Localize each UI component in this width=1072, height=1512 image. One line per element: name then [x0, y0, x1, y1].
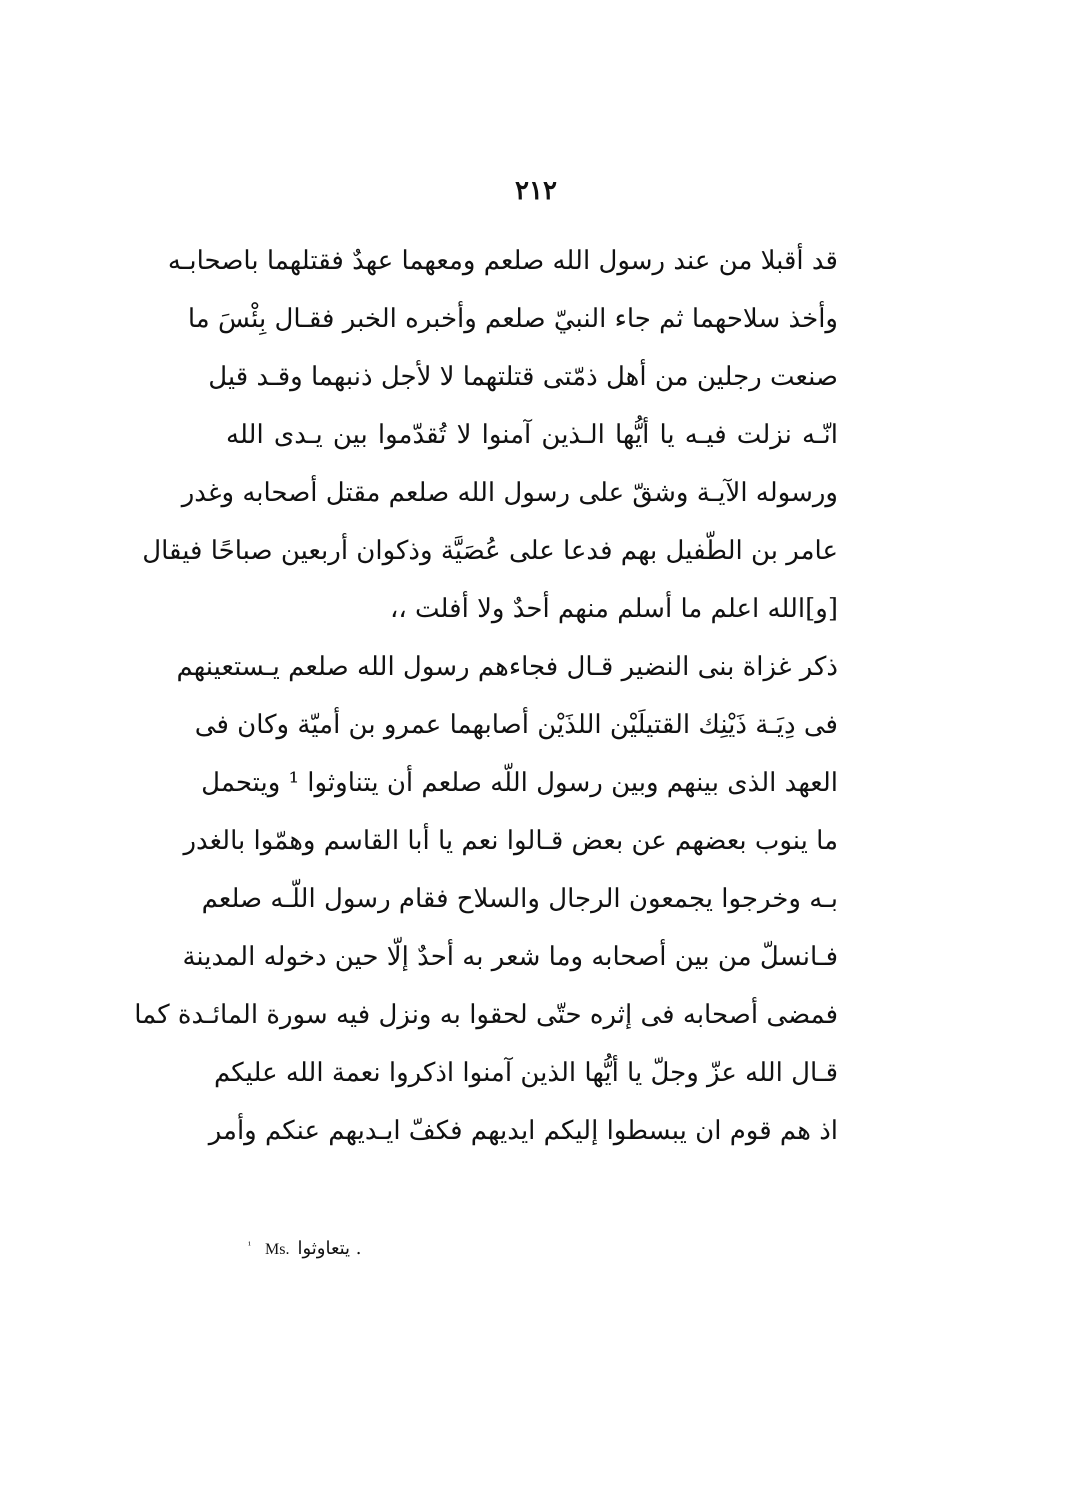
text-line: فمضى أصحابه فى إثره حتّى لحقوا به ونزل فيه سورة المائـدة كما	[134, 1000, 838, 1030]
footnote-label: Ms.	[265, 1241, 290, 1258]
footnote	[248, 1238, 548, 1259]
text-line: قـال الله عزّ وجلّ يا أيُّها الذين آمنوا اذكروا نعمة الله عليكم	[213, 1058, 838, 1088]
text-line: [و]الله اعلم ما أسلم منهم أحدٌ ولا أفلت ،،	[389, 594, 838, 624]
text-line: اذ هم قوم ان يبسطوا إليكم ايديهم فكفّ ايـديهم عنكم وأمر	[208, 1116, 838, 1146]
text-line: ذكر غزاة بنى النضير قـال فجاءهم رسول الله صلعم يـستعينهم	[176, 652, 838, 682]
text-line: فـانسلّ من بين أصحابه وما شعر به أحدٌ إلّا حين دخوله المدينة	[182, 942, 838, 972]
footnote-text: يتعاوثوا .	[297, 1238, 362, 1259]
text-line: فى دِيَـة ذَيْنِك القتيلَيْن اللذَيْن أصابهما عمرو بن أميّة وكان فى	[194, 710, 838, 740]
footnote-marker: ¹	[248, 1239, 251, 1251]
text-line: قد أقبلا من عند رسول الله صلعم ومعهما عهدٌ فقتلهما باصحابـه	[167, 246, 838, 276]
paragraph	[134, 638, 838, 1160]
text-line: صنعت رجلين من أهل ذمّتى قتلتهما لا لأجل ذنبهما وقـد قيل	[208, 362, 838, 392]
text-line: انّـه نزلت فيـه يا أيُّها الـذين آمنوا لا تُقدّموا بين يـدى الله	[226, 420, 838, 450]
body-text	[134, 232, 838, 1160]
text-line: عامر بن الطّفيل بهم فدعا على عُصَيَّة وذكوان أربعين صباحًا فيقال	[142, 536, 838, 566]
paragraph	[142, 232, 838, 638]
page-number: ٢١٢	[515, 176, 557, 206]
text-line: ما ينوب بعضهم عن بعض قـالوا نعم يا أبا القاسم وهمّوا بالغدر	[183, 826, 838, 856]
text-line: وأخذ سلاحهما ثم جاء النبيّ صلعم وأخبره الخبر فقـال بِئْسَ ما	[187, 304, 838, 334]
text-line: ورسوله الآيـة وشقّ على رسول الله صلعم مقتل أصحابه وغدر	[181, 478, 838, 508]
text-line: العهد الذى بينهم وبين رسول اللّه صلعم أن يتناوثوا ¹ ويتحمل	[201, 768, 838, 798]
text-line: بـه وخرجوا يجمعون الرجال والسلاح فقام رسول اللّـه صلعم	[201, 884, 838, 914]
